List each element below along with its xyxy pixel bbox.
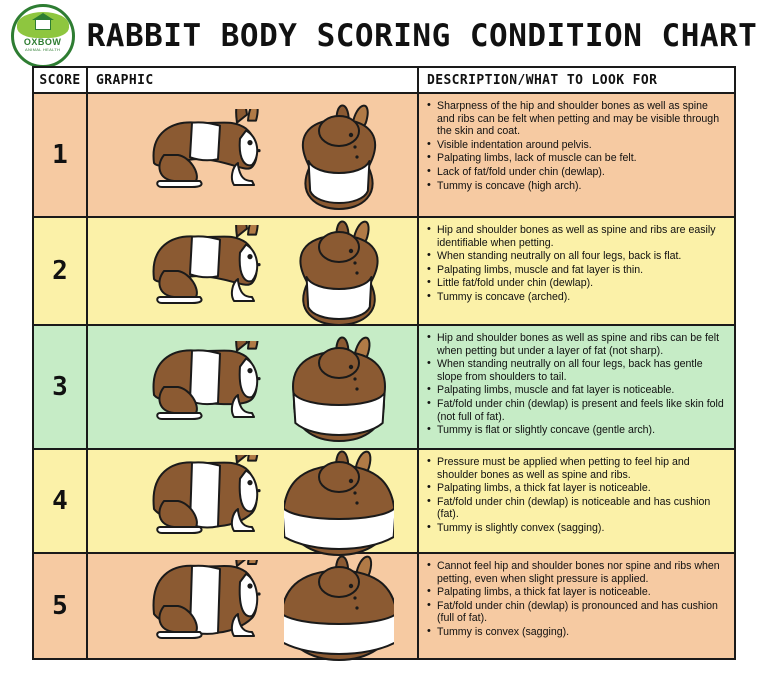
rabbit-side-view-graphic — [134, 560, 284, 652]
description-bullet: • Tummy is slightly convex (sagging). — [427, 522, 726, 535]
description-cell — [419, 554, 734, 658]
column-header-score-label: SCORE — [39, 72, 81, 88]
table-row — [34, 94, 734, 218]
description-bullet: • Little fat/fold under chin (dewlap). — [427, 277, 726, 290]
description-bullet: • Palpating limbs, a thick fat layer is noticeable. — [427, 482, 726, 495]
description-bullet: • When standing neutrally on all four legs, back has gentle slope from shoulders to tail. — [427, 358, 726, 383]
score-value: 2 — [52, 256, 68, 286]
score-cell — [34, 450, 88, 552]
description-cell — [419, 218, 734, 324]
rabbit-top-view-graphic — [284, 327, 394, 447]
description-bullet: • Palpating limbs, muscle and fat layer is noticeable. — [427, 384, 726, 397]
rabbit-side-view-graphic — [134, 341, 284, 433]
rabbit-illustrations — [88, 326, 417, 448]
graphic-cell — [88, 218, 419, 324]
description-bullet: • Sharpness of the hip and shoulder bones as well as spine and ribs can be felt when petting and may be visible through the skin and coat. — [427, 100, 726, 138]
rabbit-illustrations — [88, 450, 417, 552]
description-bullet: • Cannot feel hip and shoulder bones nor spine and ribs when petting, even when slight pressure is applied. — [427, 560, 726, 585]
description-bullet: • Palpating limbs, a thick fat layer is noticeable. — [427, 586, 726, 599]
description-bullet: • Tummy is convex (sagging). — [427, 626, 726, 639]
body-condition-table — [32, 66, 736, 660]
score-value: 3 — [52, 372, 68, 402]
description-list — [427, 560, 726, 639]
description-list — [427, 100, 726, 192]
description-bullet: • Fat/fold under chin (dewlap) is present and feels like skin fold (not full of fat). — [427, 398, 726, 423]
table-header-row — [34, 68, 734, 94]
table-row — [34, 218, 734, 326]
description-bullet: • Palpating limbs, lack of muscle can be felt. — [427, 152, 726, 165]
rabbit-illustrations — [88, 94, 417, 216]
description-bullet: • Tummy is concave (high arch). — [427, 180, 726, 193]
description-cell — [419, 450, 734, 552]
column-header-score — [34, 68, 88, 92]
description-bullet: • Palpating limbs, muscle and fat layer is thin. — [427, 264, 726, 277]
column-header-graphic — [88, 68, 419, 92]
logo-brand-name: OXBOW — [23, 37, 62, 47]
score-cell — [34, 326, 88, 448]
description-bullet: • Hip and shoulder bones as well as spine and ribs are easily identifiable when petting. — [427, 224, 726, 249]
rabbit-side-view-graphic — [134, 455, 284, 547]
column-header-graphic-label: GRAPHIC — [96, 72, 154, 88]
graphic-cell — [88, 326, 419, 448]
description-list — [427, 332, 726, 437]
table-row — [34, 554, 734, 658]
rabbit-side-view-graphic — [134, 225, 284, 317]
score-cell — [34, 554, 88, 658]
description-bullet: • Tummy is flat or slightly concave (gentle arch). — [427, 424, 726, 437]
description-bullet: • Fat/fold under chin (dewlap) is pronounced and has cushion (full of fat). — [427, 600, 726, 625]
score-cell — [34, 218, 88, 324]
graphic-cell — [88, 94, 419, 216]
description-bullet: • When standing neutrally on all four legs, back is flat. — [427, 250, 726, 263]
poster-header — [0, 0, 768, 66]
description-bullet: • Tummy is concave (arched). — [427, 291, 726, 304]
table-body — [34, 94, 734, 658]
page-title: RABBIT BODY SCORING CONDITION CHART — [86, 18, 758, 54]
description-bullet: • Lack of fat/fold under chin (dewlap). — [427, 166, 726, 179]
description-list — [427, 224, 726, 304]
description-bullet: • Visible indentation around pelvis. — [427, 139, 726, 152]
table-row — [34, 326, 734, 450]
score-cell — [34, 94, 88, 216]
score-value: 5 — [52, 591, 68, 621]
description-bullet: • Hip and shoulder bones as well as spine and ribs can be felt when petting but under a layer of fat (not sharp). — [427, 332, 726, 357]
rabbit-top-view-graphic — [284, 211, 394, 331]
description-bullet: • Pressure must be applied when petting to feel hip and shoulder bones as well as spine and ribs. — [427, 456, 726, 481]
column-header-description — [419, 68, 734, 92]
column-header-description-label: DESCRIPTION/WHAT TO LOOK FOR — [427, 72, 658, 88]
score-value: 4 — [52, 486, 68, 516]
rabbit-illustrations — [88, 218, 417, 324]
description-bullet: • Fat/fold under chin (dewlap) is noticeable and has cushion (fat). — [427, 496, 726, 521]
rabbit-side-view-graphic — [134, 109, 284, 201]
description-list — [427, 456, 726, 535]
rabbit-top-view-graphic — [284, 546, 394, 666]
description-cell — [419, 94, 734, 216]
rabbit-top-view-graphic — [284, 95, 394, 215]
logo-barn-icon — [35, 19, 51, 30]
table-row — [34, 450, 734, 554]
oxbow-logo — [11, 4, 75, 68]
description-cell — [419, 326, 734, 448]
graphic-cell — [88, 554, 419, 658]
score-value: 1 — [52, 140, 68, 170]
graphic-cell — [88, 450, 419, 552]
rabbit-top-view-graphic — [284, 441, 394, 561]
logo-tagline: ANIMAL HEALTH — [25, 47, 61, 52]
rabbit-illustrations — [88, 554, 417, 658]
